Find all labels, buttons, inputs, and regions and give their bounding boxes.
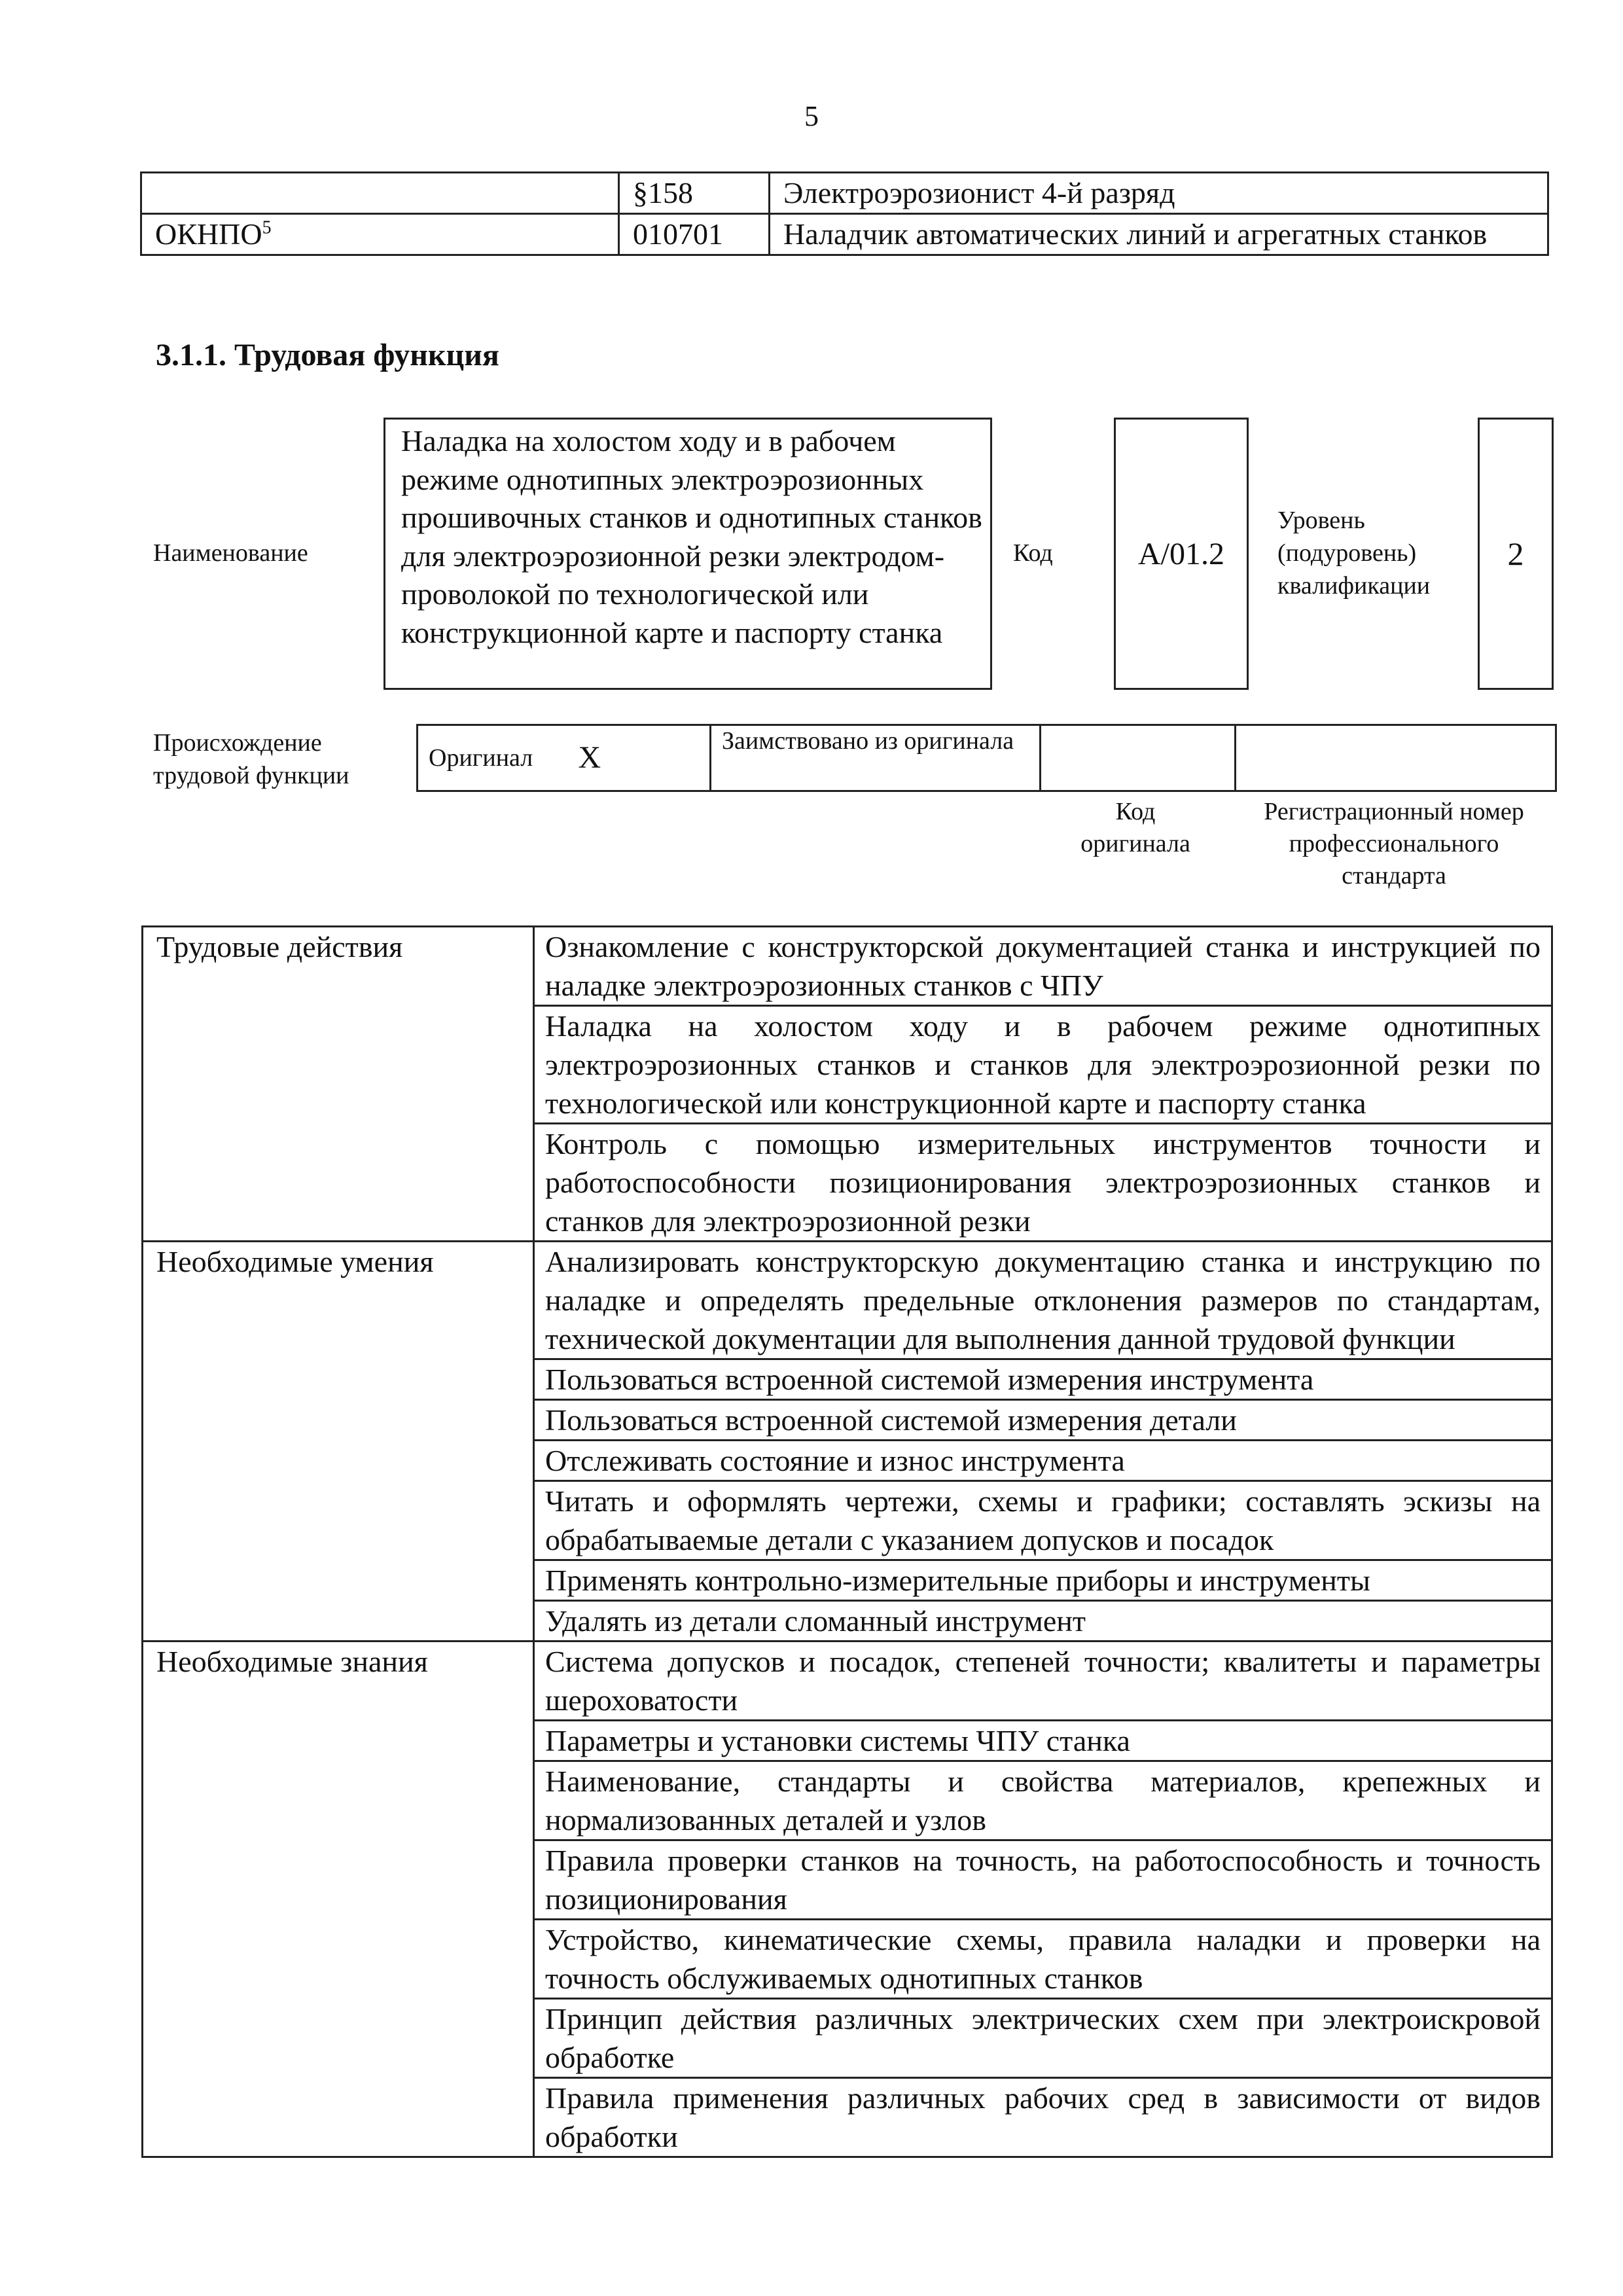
page-number: 5 bbox=[804, 100, 819, 132]
caption-line: Регистрационный номер bbox=[1264, 798, 1524, 825]
table-row bbox=[141, 214, 1548, 255]
name-label: Наименование bbox=[153, 539, 308, 567]
origin-label-line: Происхождение bbox=[153, 729, 322, 757]
knowledge-item: Правила проверки станков на точность, на работоспособность и точность позиционирования bbox=[534, 1840, 1552, 1920]
table-row bbox=[143, 1242, 1552, 1359]
category-skills: Необходимые умения bbox=[143, 1242, 534, 1641]
category-labor-actions: Трудовые действия bbox=[143, 927, 534, 1242]
knowledge-item: Правила применения различных рабочих сред в зависимости от видов обработки bbox=[534, 2078, 1552, 2157]
caption-line: оригинала bbox=[1080, 830, 1190, 857]
knowledge-item: Устройство, кинематические схемы, правила наладки и проверки на точность обслуживаемых однотипных станков bbox=[534, 1920, 1552, 1999]
function-name-box: Наладка на холостом ходу и в рабочем режиме однотипных электроэрозионных прошивочных станков и однотипных станков для электроэрозионной резки электродом-проволокой по технологической или конструкционной карте и паспорту станка bbox=[383, 418, 992, 690]
level-label bbox=[1277, 504, 1430, 602]
table-row bbox=[418, 725, 1556, 791]
function-content-table bbox=[141, 925, 1553, 2158]
function-code-box: А/01.2 bbox=[1114, 418, 1249, 690]
category-knowledge: Необходимые знания bbox=[143, 1641, 534, 2157]
codes-cell-code: §158 bbox=[619, 173, 770, 214]
origin-table bbox=[416, 724, 1557, 792]
footnote-ref: 5 bbox=[262, 217, 272, 238]
section-heading: 3.1.1. Трудовая функция bbox=[156, 338, 499, 372]
origin-label bbox=[153, 726, 349, 792]
knowledge-item: Система допусков и посадок, степеней точности; квалитеты и параметры шероховатости bbox=[534, 1641, 1552, 1721]
codes-cell-title: Электроэрозионист 4-й разряд bbox=[770, 173, 1548, 214]
codes-cell-classifier bbox=[141, 214, 619, 255]
original-code-cell bbox=[1041, 725, 1236, 791]
code-label: Код bbox=[1013, 539, 1053, 567]
codes-cell-classifier bbox=[141, 173, 619, 214]
qualification-level-box: 2 bbox=[1478, 418, 1554, 690]
origin-label-line: трудовой функции bbox=[153, 762, 349, 789]
table-row bbox=[143, 927, 1552, 1006]
caption-line: стандарта bbox=[1342, 862, 1446, 889]
caption-line: профессионального bbox=[1289, 830, 1499, 857]
borrowed-label: Заимствовано из оригинала bbox=[711, 725, 1041, 791]
codes-cell-title: Наладчик автоматических линий и агрегатных станков bbox=[770, 214, 1548, 255]
table-row bbox=[143, 1641, 1552, 1721]
original-code-caption bbox=[1047, 796, 1224, 860]
skill-item: Пользоваться встроенной системой измерения детали bbox=[534, 1400, 1552, 1441]
labor-action-item: Ознакомление с конструкторской документацией станка и инструкцией по наладке электроэрозионных станков с ЧПУ bbox=[534, 927, 1552, 1006]
classifier-name: ОКНПО bbox=[155, 217, 262, 251]
level-label-line: квалификации bbox=[1277, 572, 1431, 600]
knowledge-item: Наименование, стандарты и свойства материалов, крепежных и нормализованных деталей и узлов bbox=[534, 1761, 1552, 1840]
labor-action-item: Наладка на холостом ходу и в рабочем режиме однотипных электроэрозионных станков и станков для электроэрозионной резки по технологической или конструкционной карте и паспорту станка bbox=[534, 1006, 1552, 1124]
caption-line: Код bbox=[1115, 798, 1156, 825]
level-label-line: Уровень bbox=[1277, 507, 1365, 534]
labor-action-item: Контроль с помощью измерительных инструментов точности и работоспособности позиционирования электроэрозионных станков и станков для электроэрозионной резки bbox=[534, 1124, 1552, 1242]
skill-item: Анализировать конструкторскую документацию станка и инструкцию по наладке и определять предельные отклонения размеров по стандартам, технической документации для выполнения данной трудовой функции bbox=[534, 1242, 1552, 1359]
table-row bbox=[141, 173, 1548, 214]
registration-number-cell bbox=[1236, 725, 1556, 791]
skill-item: Удалять из детали сломанный инструмент bbox=[534, 1601, 1552, 1641]
original-mark: X bbox=[568, 725, 711, 791]
knowledge-item: Принцип действия различных электрических схем при электроискровой обработке bbox=[534, 1999, 1552, 2078]
skill-item: Отслеживать состояние и износ инструмента bbox=[534, 1441, 1552, 1481]
skill-item: Читать и оформлять чертежи, схемы и графики; составлять эскизы на обрабатываемые детали с указанием допусков и посадок bbox=[534, 1481, 1552, 1560]
codes-cell-code: 010701 bbox=[619, 214, 770, 255]
skill-item: Пользоваться встроенной системой измерения инструмента bbox=[534, 1359, 1552, 1400]
codes-table bbox=[140, 171, 1549, 256]
level-label-line: (подуровень) bbox=[1277, 539, 1417, 567]
knowledge-item: Параметры и установки системы ЧПУ станка bbox=[534, 1721, 1552, 1761]
registration-number-caption bbox=[1230, 796, 1558, 892]
original-label: Оригинал bbox=[418, 725, 568, 791]
skill-item: Применять контрольно-измерительные приборы и инструменты bbox=[534, 1560, 1552, 1601]
